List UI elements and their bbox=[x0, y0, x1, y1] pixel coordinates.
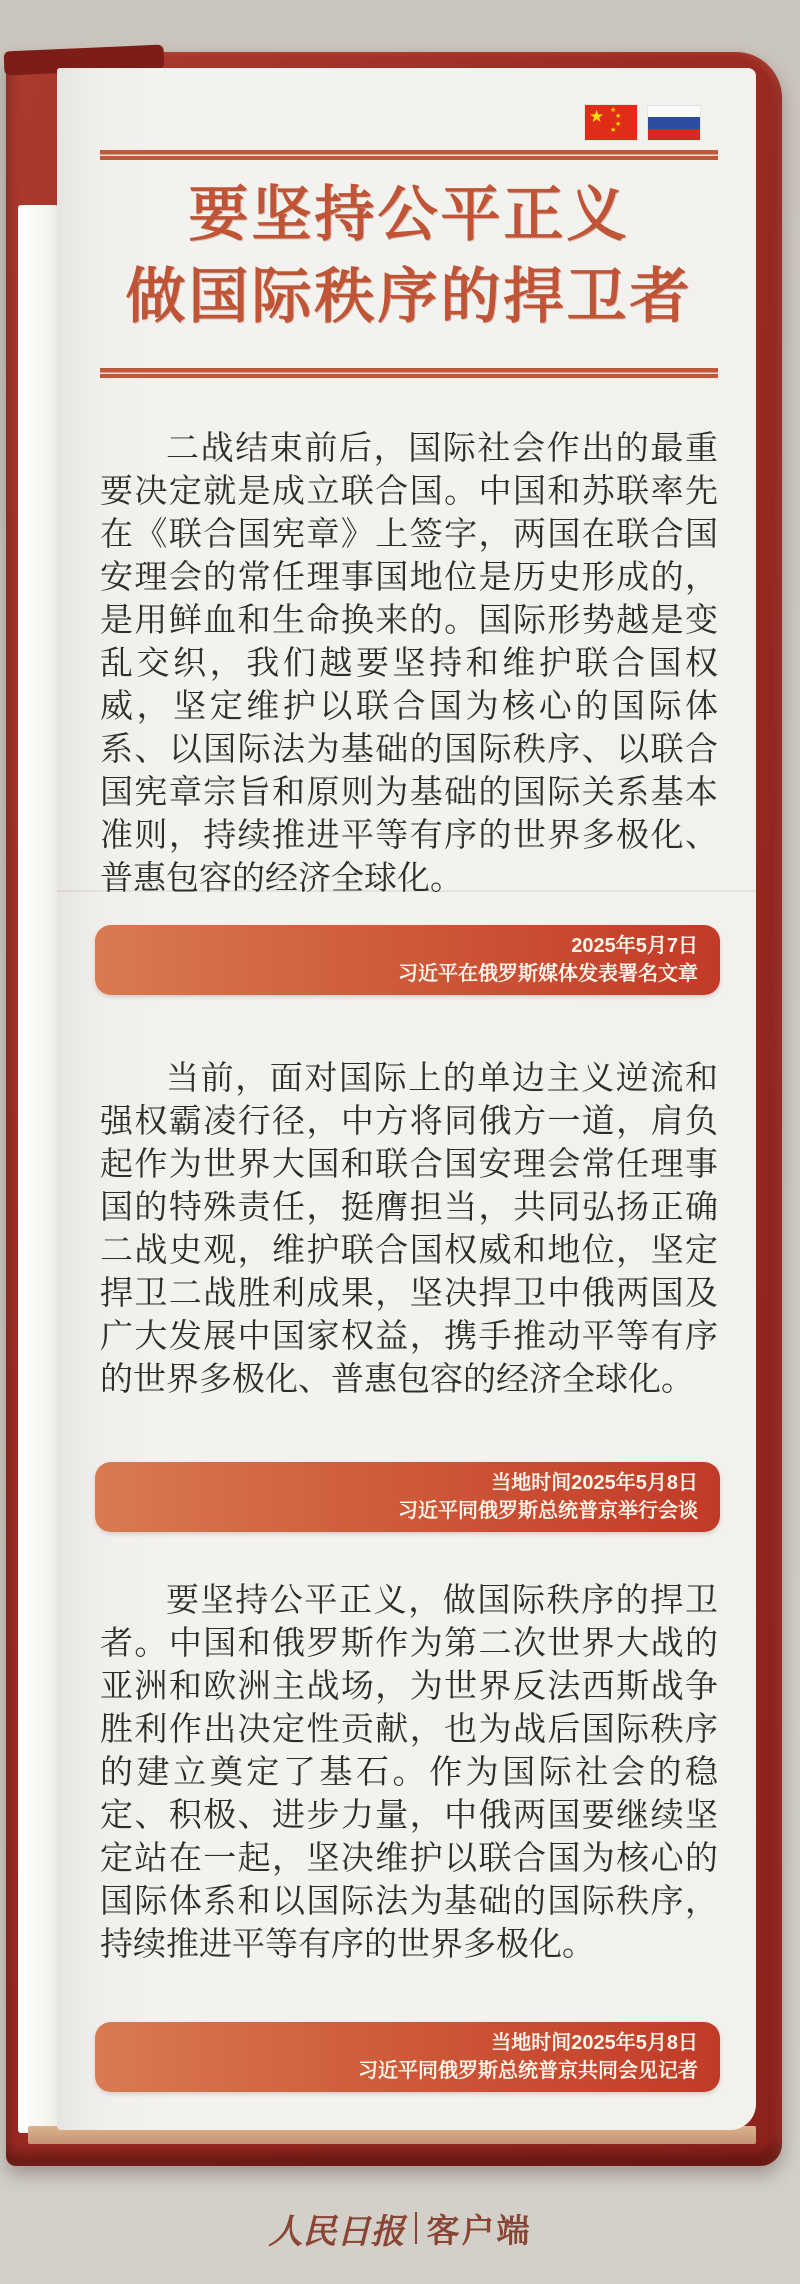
quote-paragraph: 当前，面对国际上的单边主义逆流和强权霸凌行径，中方将同俄方一道，肩负起作为世界大国和联合国安理会常任理事国的特殊责任，挺膺担当，共同弘扬正确二战史观，维护联合国权威和地位，坚定捍卫二战胜利成果，坚决捍卫中俄两国及广大发展中国家权益，携手推动平等有序的世界多极化、普惠包容的经济全球化。 bbox=[100, 1061, 718, 1398]
attribution-banner bbox=[95, 1462, 720, 1532]
attribution-source: 习近平在俄罗斯媒体发表署名文章 bbox=[398, 963, 698, 985]
title-rule-bottom bbox=[100, 368, 718, 378]
page-edges-left bbox=[18, 205, 58, 2133]
people-daily-script-logo: 人民日报 bbox=[268, 2213, 405, 2251]
china-flag-small-star-icon bbox=[610, 127, 616, 134]
russia-flag-icon bbox=[648, 106, 700, 140]
paper-page bbox=[57, 68, 756, 2130]
russia-flag-blue-stripe bbox=[648, 117, 700, 128]
logo-divider bbox=[415, 2212, 417, 2244]
russia-flag-white-stripe bbox=[648, 106, 700, 117]
attribution-banner bbox=[95, 925, 720, 995]
attribution-source: 习近平同俄罗斯总统普京举行会谈 bbox=[398, 1500, 698, 1522]
attribution-date: 当地时间2025年5月8日 bbox=[491, 1472, 698, 1494]
page-title bbox=[100, 174, 718, 338]
client-app-label: 客户端 bbox=[426, 2211, 532, 2249]
china-flag-big-star-icon bbox=[589, 108, 604, 125]
publisher-logo bbox=[0, 2196, 800, 2260]
title-rule-top bbox=[100, 150, 718, 160]
attribution-banner bbox=[95, 2022, 720, 2092]
china-flag-small-star-icon bbox=[615, 113, 621, 120]
page-title-line1: 要坚持公平正义 bbox=[188, 181, 630, 248]
attribution-source: 习近平同俄罗斯总统普京共同会见记者 bbox=[358, 2060, 698, 2082]
attribution-date: 2025年5月7日 bbox=[571, 935, 698, 957]
quote-paragraph: 要坚持公平正义，做国际秩序的捍卫者。中国和俄罗斯作为第二次世界大战的亚洲和欧洲主战场，为世界反法西斯战争胜利作出决定性贡献，也为战后国际秩序的建立奠定了基石。作为国际社会的稳定、积极、进步力量，中俄两国要继续坚定站在一起，坚决维护以联合国为核心的国际体系和以国际法为基础的国际秩序，持续推进平等有序的世界多极化。 bbox=[100, 1583, 718, 1963]
russia-flag-red-stripe bbox=[648, 129, 700, 140]
attribution-date: 当地时间2025年5月8日 bbox=[491, 2032, 698, 2054]
page-title-line2: 做国际秩序的捍卫者 bbox=[125, 263, 693, 330]
china-flag-icon bbox=[585, 105, 637, 140]
quote-paragraph: 二战结束前后，国际社会作出的最重要决定就是成立联合国。中国和苏联率先在《联合国宪章》上签字，两国在联合国安理会的常任理事国地位是历史形成的，是用鲜血和生命换来的。国际形势越是变乱交织，我们越要坚持和维护联合国权威，坚定维护以联合国为核心的国际体系、以国际法为基础的国际秩序、以联合国宪章宗旨和原则为基础的国际关系基本准则，持续推进平等有序的世界多极化、普惠包容的经济全球化。 bbox=[100, 431, 718, 897]
